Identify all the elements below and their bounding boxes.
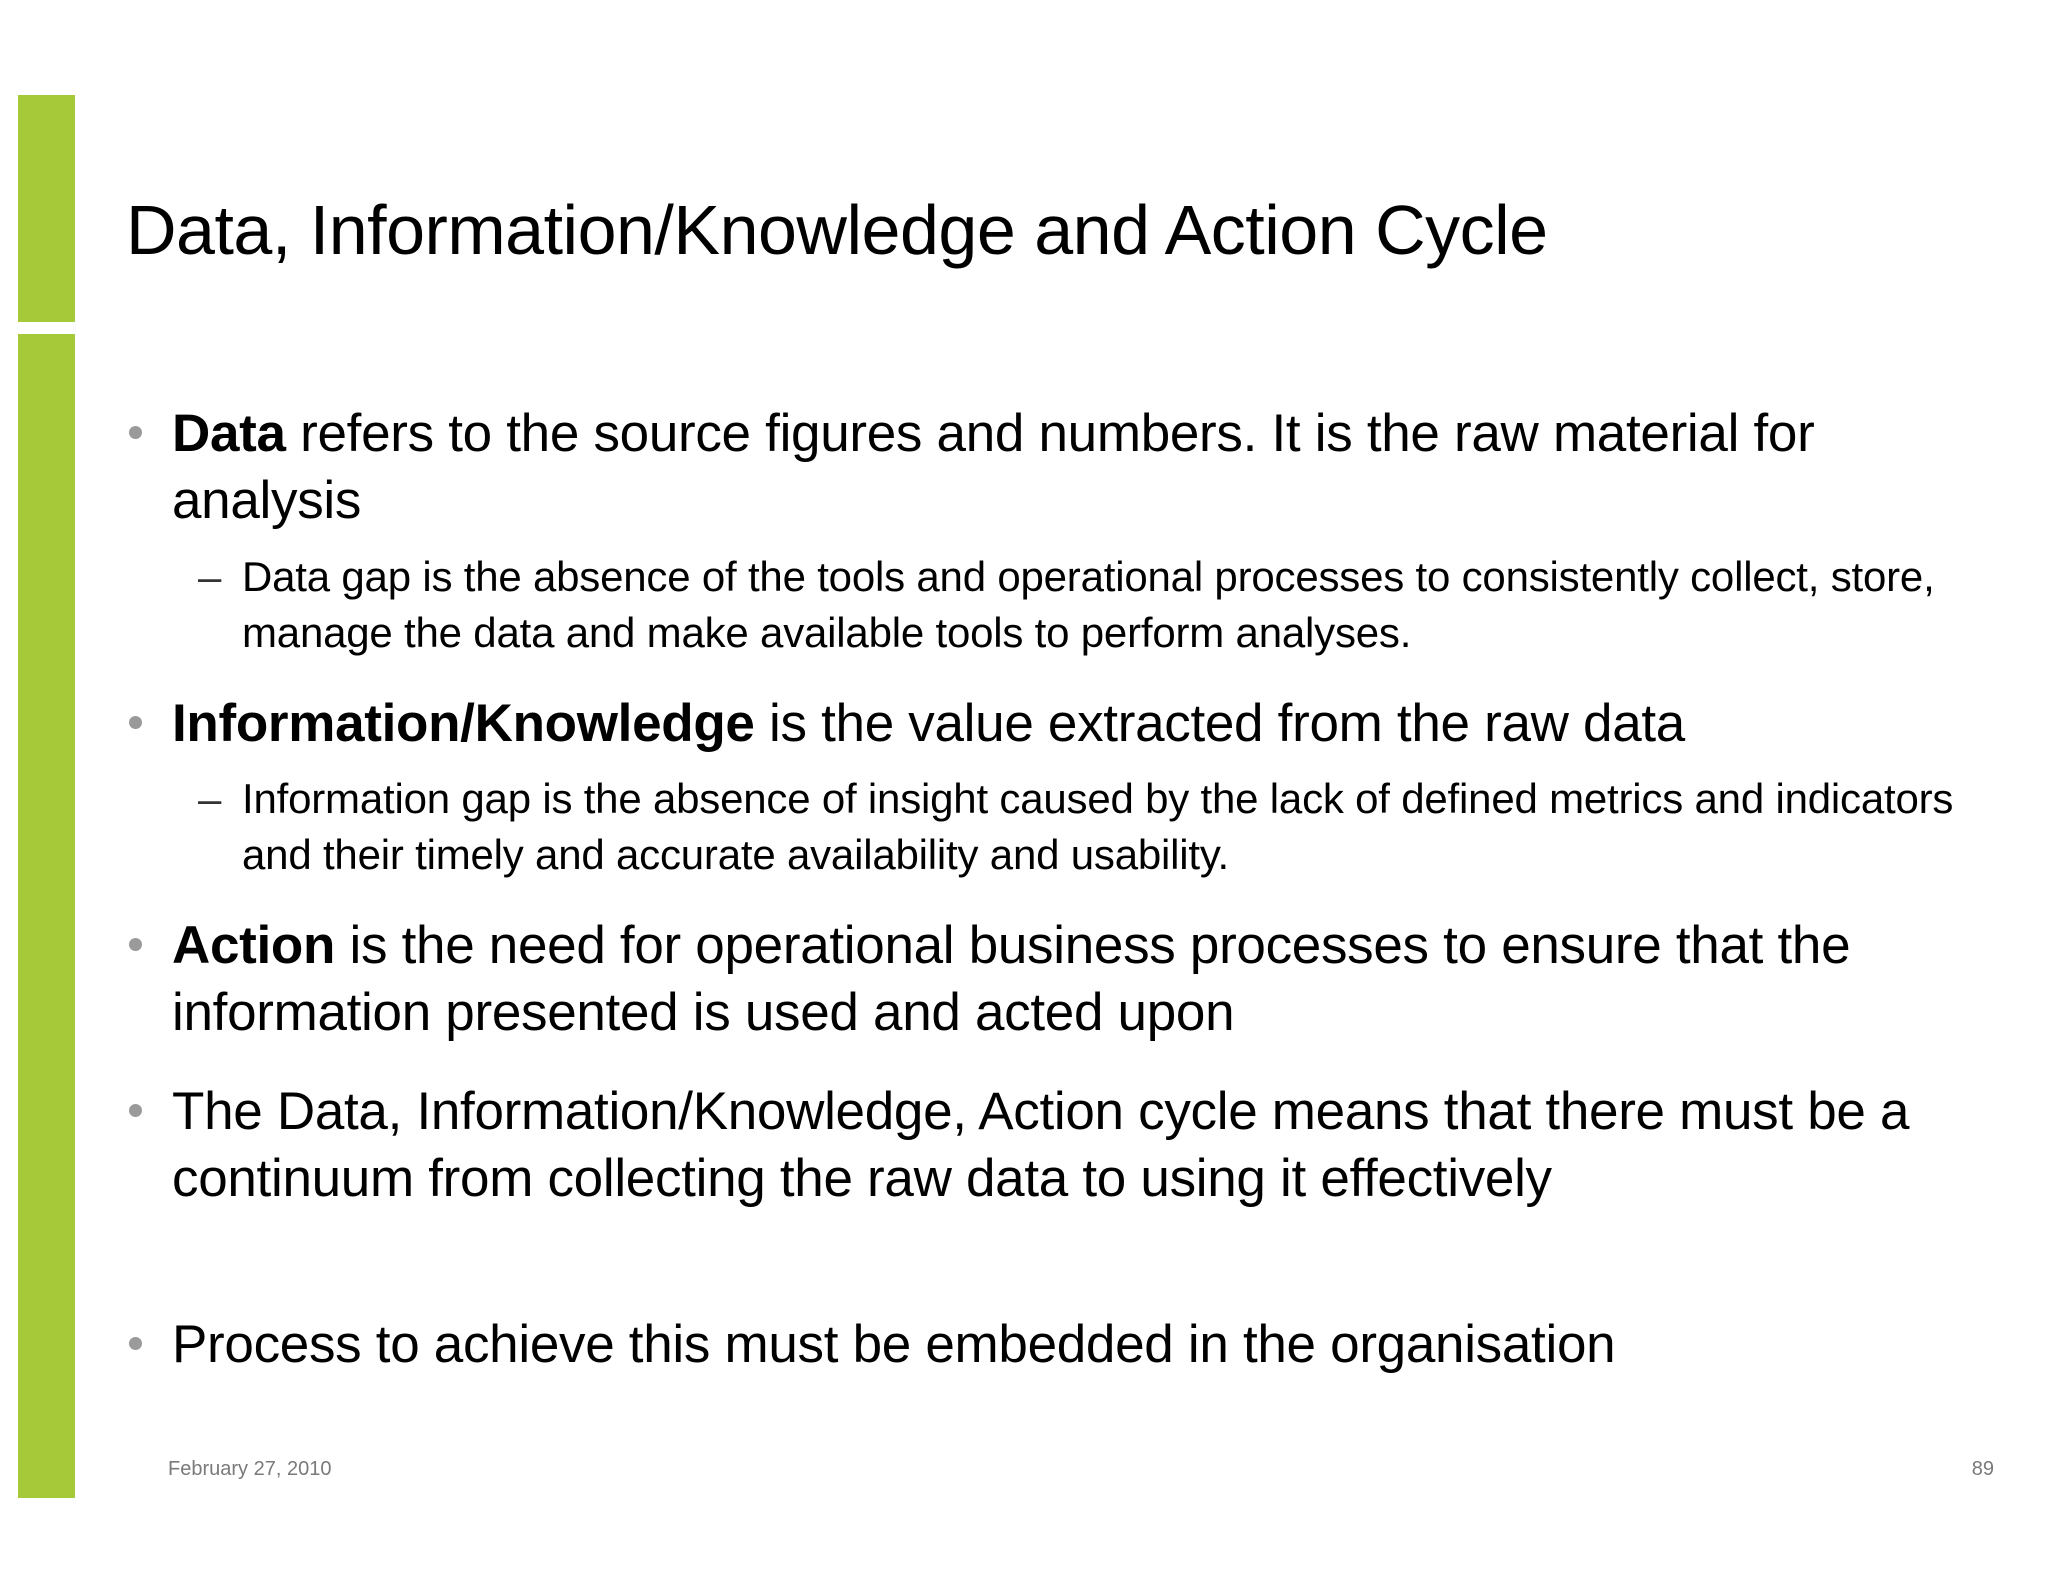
accent-bar-side bbox=[18, 334, 75, 1498]
bullet-term: Action bbox=[172, 916, 336, 975]
page-number: 89 bbox=[1971, 1458, 1994, 1480]
bullet-dot-icon bbox=[129, 426, 142, 439]
bullet-dot-icon bbox=[129, 716, 142, 729]
sub-bullet-text: Information gap is the absence of insight caused by the lack of defined metrics and indicators and their timely and accurate availability and usability. bbox=[242, 775, 1954, 878]
sub-bullet-text: Data gap is the absence of the tools and operational processes to consistently collect, store, manage the data and make available tools to perform analyses. bbox=[242, 553, 1935, 656]
footer-date: February 27, 2010 bbox=[168, 1458, 332, 1480]
bullet-text: is the value extracted from the raw data bbox=[754, 694, 1685, 753]
bullet-text: The Data, Information/Knowledge, Action cycle means that there must be a continuum from collecting the raw data to using it effectively bbox=[172, 1082, 1910, 1208]
dash-icon: – bbox=[198, 553, 222, 600]
bullet-term: Information/Knowledge bbox=[172, 694, 755, 753]
bullet-text: refers to the source figures and numbers. It is the raw material for analysis bbox=[172, 404, 1815, 530]
slide-title: Data, Information/Knowledge and Action Cycle bbox=[126, 191, 1548, 269]
bullet-dot-icon bbox=[129, 938, 142, 951]
bullet-dot-icon bbox=[129, 1337, 142, 1350]
bullet-term: Data bbox=[172, 404, 286, 463]
bullet-dot-icon bbox=[129, 1104, 142, 1117]
bullet-text: Process to achieve this must be embedded in the organisation bbox=[172, 1315, 1616, 1374]
bullet-text: is the need for operational business processes to ensure that the information presented is used and acted upon bbox=[172, 916, 1851, 1042]
dash-icon: – bbox=[198, 775, 222, 822]
accent-bar-top bbox=[18, 95, 75, 322]
